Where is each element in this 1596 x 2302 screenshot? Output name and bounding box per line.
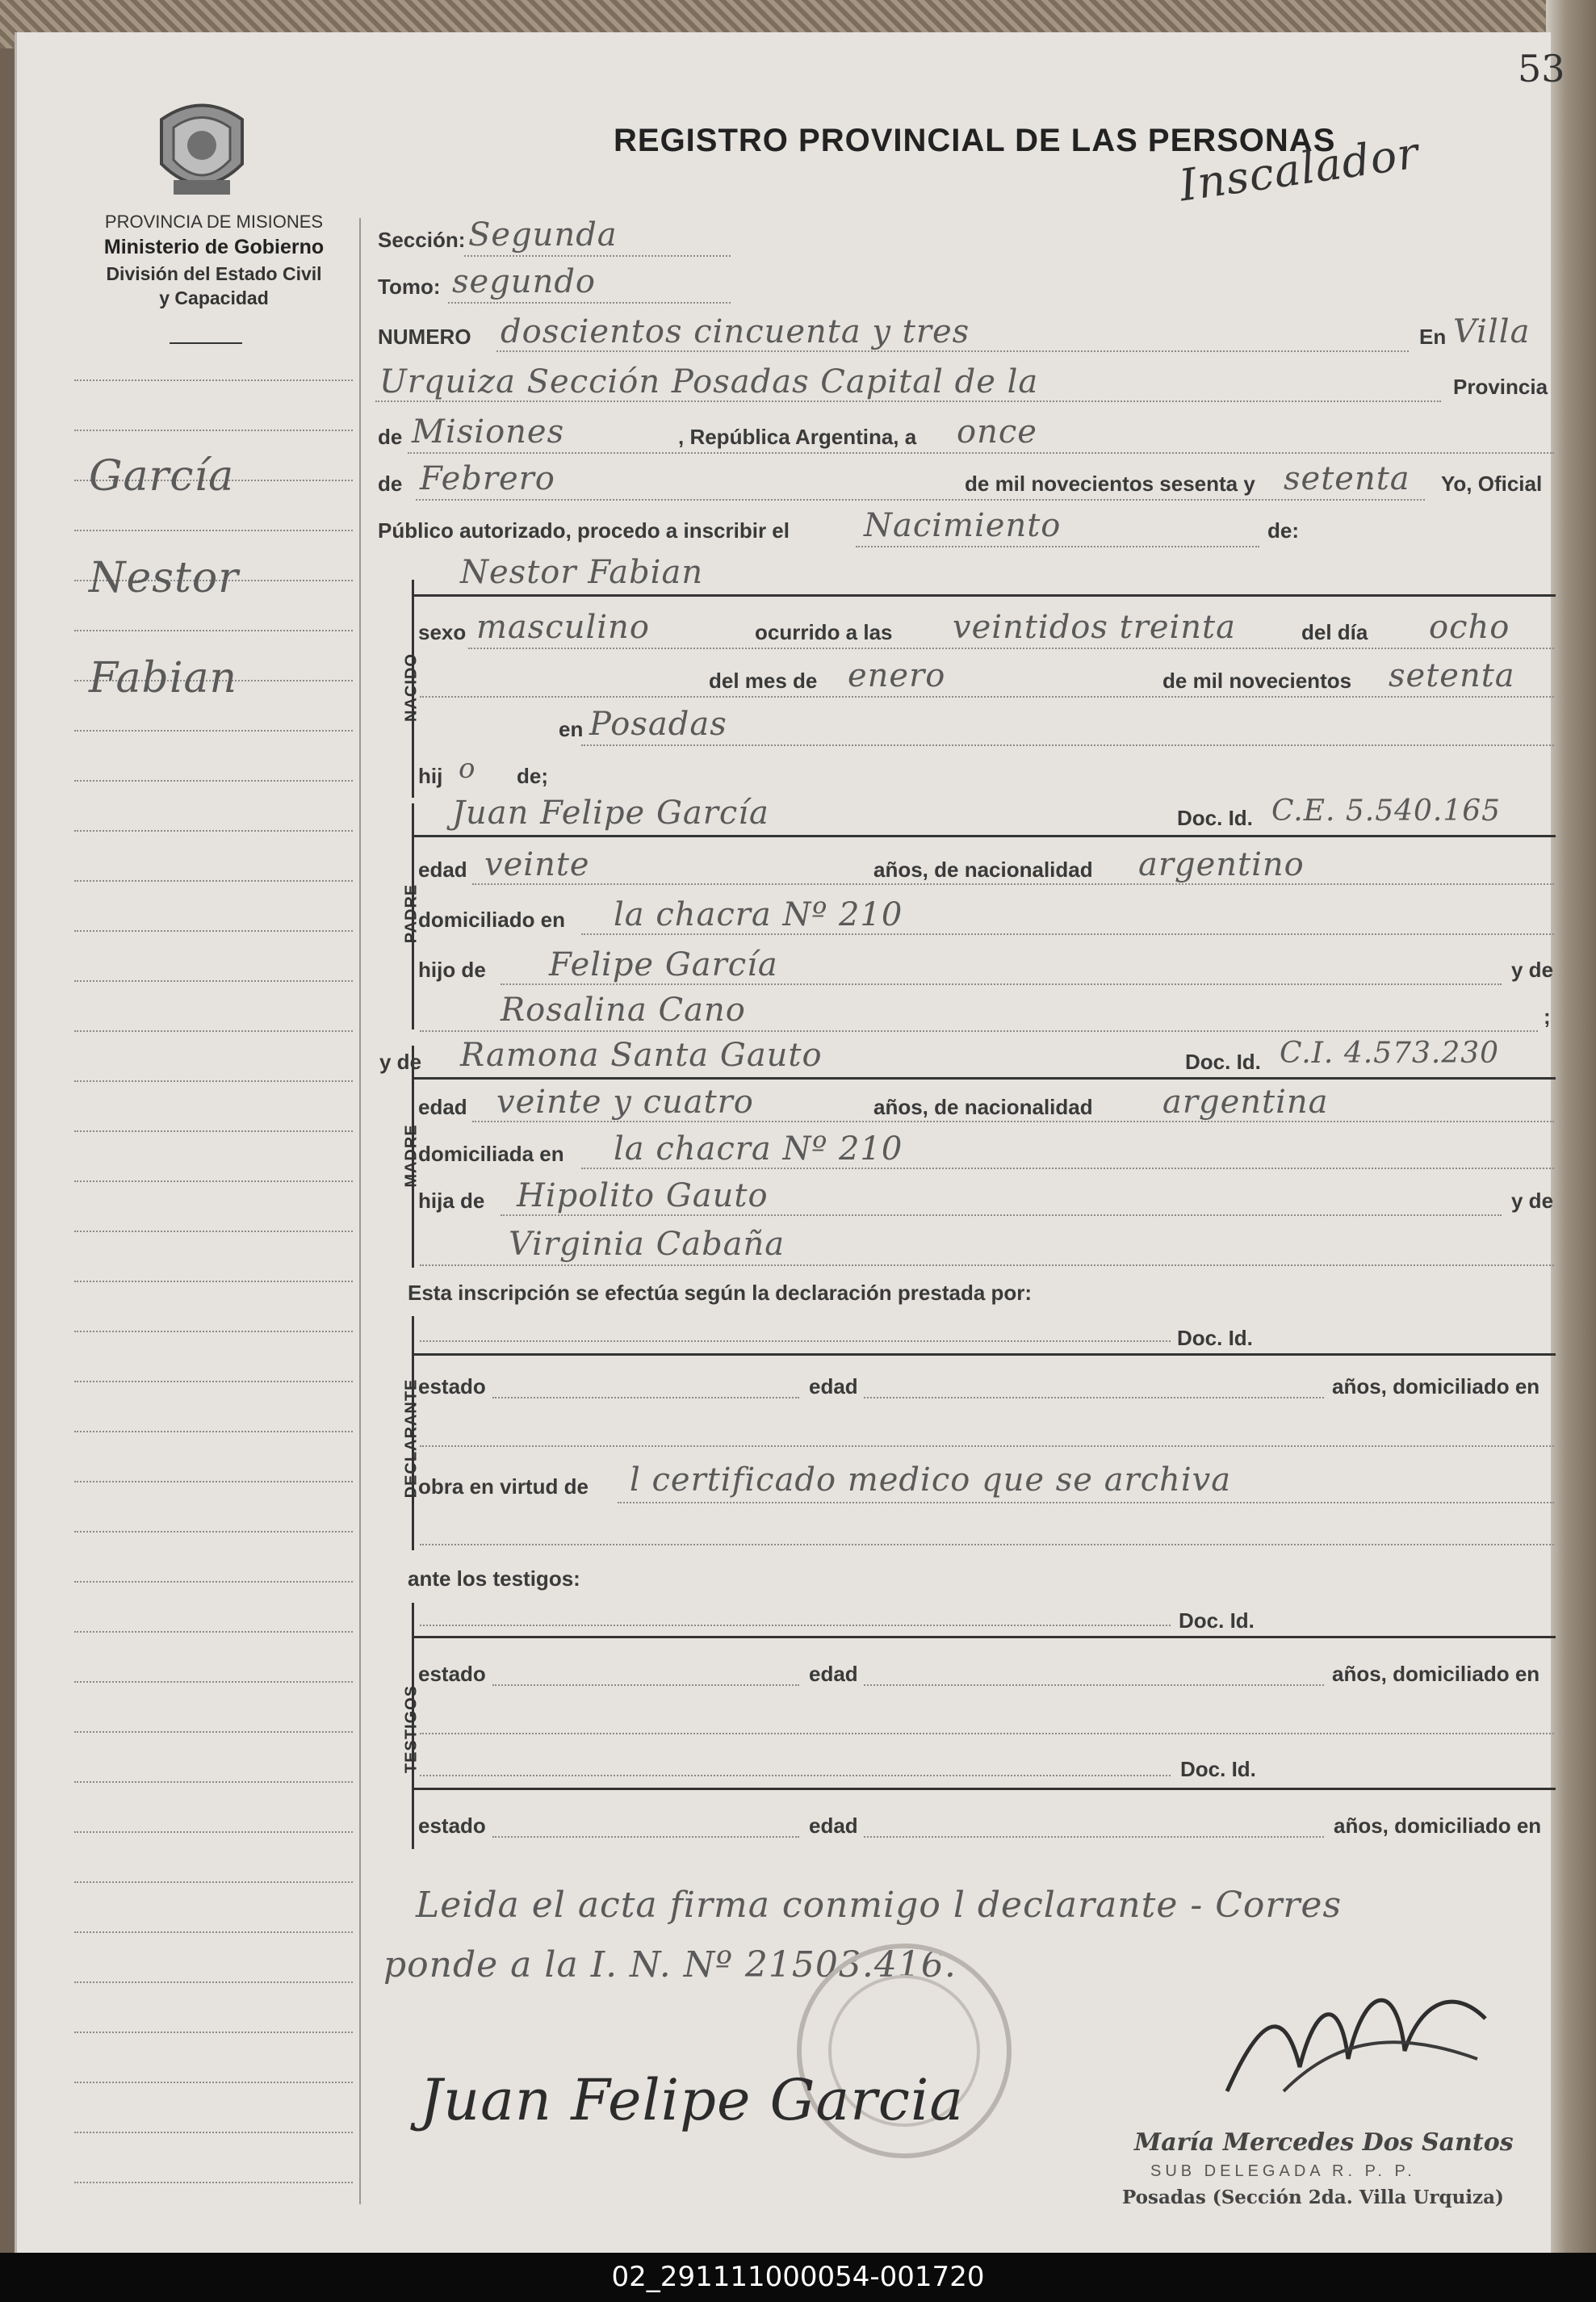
closing-line-1: Leida el acta firma conmigo l declarante - Corres bbox=[416, 1885, 1343, 1926]
declarante-edad-label: edad bbox=[809, 1374, 858, 1398]
official-title: SUB DELEGADA R. P. P. bbox=[1150, 2162, 1416, 2180]
province-line: PROVINCIA DE MISIONES bbox=[104, 212, 324, 232]
madre-nombre: Ramona Santa Gauto bbox=[460, 1037, 823, 1074]
hijo-value: o bbox=[459, 753, 476, 785]
padre-hijo-de-label: hijo de bbox=[418, 958, 486, 982]
lugar-line bbox=[581, 744, 1554, 746]
margin-surname: García bbox=[89, 452, 235, 501]
madre-hija-de-label: hija de bbox=[418, 1189, 485, 1213]
declarante-estado-line bbox=[492, 1397, 799, 1398]
margin-ruled-line bbox=[74, 1281, 353, 1282]
padre-madre-de: Rosalina Cano bbox=[501, 992, 746, 1029]
numero-value: doscientos cincuenta y tres bbox=[501, 313, 970, 350]
testigo-1-estado-line bbox=[492, 1684, 799, 1686]
page-edges bbox=[1546, 0, 1596, 2253]
anio-nacido-label: de mil novecientos bbox=[1162, 669, 1352, 693]
padre-doc-value: C.E. 5.540.165 bbox=[1271, 795, 1502, 828]
margin-ruled-line bbox=[74, 430, 353, 431]
seccion-label: Sección: bbox=[378, 228, 466, 252]
margin-ruled-line bbox=[74, 1080, 353, 1082]
padre-semicolon: ; bbox=[1544, 1004, 1551, 1029]
sexo-line bbox=[468, 648, 1554, 649]
testigo-1-name-line bbox=[420, 1625, 1171, 1626]
testigos-top-rule bbox=[413, 1636, 1556, 1638]
margin-ruled-line bbox=[74, 379, 353, 381]
declarante-signature: Juan Felipe Garcia bbox=[420, 2067, 965, 2133]
de-label: de bbox=[378, 425, 403, 449]
madre-top-rule bbox=[413, 1077, 1556, 1080]
margin-ruled-line bbox=[74, 1130, 353, 1132]
padre-madre-de-line bbox=[420, 1030, 1538, 1032]
official-name: María Mercedes Dos Santos bbox=[1134, 2128, 1514, 2157]
hijo-label: hij bbox=[418, 764, 443, 788]
padre-domicilio-label: domiciliado en bbox=[418, 908, 566, 932]
seccion-value: Segunda bbox=[468, 216, 618, 254]
margin-ruled-line bbox=[74, 1581, 353, 1583]
madre-domicilio-label: domiciliada en bbox=[418, 1142, 564, 1166]
margin-ruled-line bbox=[74, 1481, 353, 1482]
padre-domicilio-value: la chacra Nº 210 bbox=[614, 896, 903, 933]
testigo-1-estado-label: estado bbox=[418, 1662, 486, 1686]
official-office: Posadas (Sección 2da. Villa Urquiza) bbox=[1122, 2187, 1504, 2208]
margin-ruled-line bbox=[74, 1781, 353, 1783]
madre-edad-value: veinte y cuatro bbox=[496, 1084, 754, 1121]
testigo-2-estado-label: estado bbox=[418, 1814, 486, 1838]
nacido-top-rule bbox=[413, 594, 1556, 597]
declarante-obra-value: l certificado medico que se archiva bbox=[630, 1461, 1232, 1499]
madre-padre-de: Hipolito Gauto bbox=[517, 1177, 769, 1214]
margin-ruled-line bbox=[74, 2082, 353, 2083]
dia-nacido-value: ocho bbox=[1429, 609, 1510, 646]
hora-value: veintidos treinta bbox=[953, 609, 1236, 646]
margin-ruled-line bbox=[74, 930, 353, 932]
madre-domicilio-value: la chacra Nº 210 bbox=[614, 1130, 903, 1168]
testigo-2-estado-line bbox=[492, 1836, 799, 1838]
provincia-line bbox=[408, 452, 1554, 454]
en-label: En bbox=[1419, 325, 1447, 349]
margin-ruled-line bbox=[74, 880, 353, 882]
margin-name-2: Fabian bbox=[89, 654, 237, 702]
testigo-1-doc-label: Doc. Id. bbox=[1179, 1608, 1255, 1633]
mes-nacido-line bbox=[420, 696, 1554, 698]
sexo-value: masculino bbox=[476, 609, 650, 646]
declarante-top-rule bbox=[413, 1353, 1556, 1356]
testigo-1-edad-label: edad bbox=[809, 1662, 858, 1686]
margin-ruled-line bbox=[74, 1381, 353, 1382]
testigo-2-rule bbox=[413, 1788, 1556, 1790]
lugar-label: en bbox=[559, 717, 584, 741]
declarante-domicilio-line bbox=[420, 1445, 1554, 1447]
sexo-label: sexo bbox=[418, 620, 467, 644]
register-title: REGISTRO PROVINCIAL DE LAS PERSONAS bbox=[614, 123, 1336, 158]
madre-y-de-label: y de bbox=[379, 1050, 422, 1074]
margin-ruled-line bbox=[74, 2182, 353, 2183]
ocurrido-label: ocurrido a las bbox=[755, 620, 893, 644]
numero-label: NUMERO bbox=[378, 325, 471, 349]
mes-nacido-value: enero bbox=[848, 657, 946, 694]
margin-name-1: Nestor bbox=[89, 554, 240, 602]
margin-ruled-line bbox=[74, 2132, 353, 2133]
padre-padre-de: Felipe García bbox=[549, 946, 778, 983]
declarante-estado-label: estado bbox=[418, 1374, 486, 1398]
numero-line bbox=[496, 350, 1409, 352]
mes-line bbox=[416, 499, 1425, 501]
margin-ruled-line bbox=[74, 1881, 353, 1883]
oficial-label: Yo, Oficial bbox=[1441, 472, 1543, 496]
anio-label: de mil novecientos sesenta y bbox=[965, 472, 1255, 496]
lugar-value: Posadas bbox=[589, 706, 727, 743]
madre-edad-line bbox=[472, 1121, 1554, 1122]
provincial-coat-of-arms-icon bbox=[153, 95, 250, 204]
declarante-edad-line bbox=[864, 1397, 1324, 1398]
padre-hijo-de-line bbox=[501, 983, 1502, 985]
madre-edad-label: edad bbox=[418, 1095, 467, 1119]
testigo-1-domicilio-label: años, domiciliado en bbox=[1332, 1662, 1540, 1686]
en-value-2: Urquiza Sección Posadas Capital de la bbox=[379, 363, 1039, 400]
margin-ruled-line bbox=[74, 530, 353, 531]
madre-doc-value: C.I. 4.573.230 bbox=[1280, 1037, 1500, 1070]
testigo-2-domicilio-label: años, domiciliado en bbox=[1334, 1814, 1542, 1838]
ministry-line: Ministerio de Gobierno bbox=[103, 236, 325, 258]
padre-nombre: Juan Felipe García bbox=[452, 795, 769, 832]
margin-ruled-line bbox=[74, 1731, 353, 1733]
declarante-obra-line bbox=[618, 1502, 1554, 1503]
anio-nacido-value: setenta bbox=[1389, 657, 1515, 694]
padre-edad-label: edad bbox=[418, 857, 467, 882]
testigo-1-edad-line bbox=[864, 1684, 1324, 1686]
declarante-obra-line-2 bbox=[420, 1544, 1554, 1545]
margin-ruled-line bbox=[74, 830, 353, 832]
declarante-label: DECLARANTE bbox=[402, 1378, 421, 1499]
del-dia-label: del día bbox=[1301, 620, 1368, 644]
en-value-1: Villa bbox=[1453, 313, 1531, 350]
declarante-name-line bbox=[420, 1340, 1171, 1342]
capacity-line: y Capacidad bbox=[159, 287, 269, 308]
margin-ruled-line bbox=[74, 1531, 353, 1533]
margin-ruled-line bbox=[74, 1631, 353, 1633]
page-number: 53 bbox=[1518, 47, 1565, 90]
document-code: 02_291111000054-001720 bbox=[611, 2261, 985, 2293]
madre-madre-de: Virginia Cabaña bbox=[509, 1226, 785, 1263]
dia-value: once bbox=[957, 413, 1037, 451]
seccion-line bbox=[464, 255, 731, 257]
margin-ruled-line bbox=[74, 1681, 353, 1683]
margin-ruled-line bbox=[74, 1431, 353, 1432]
padre-edad-line bbox=[472, 883, 1554, 885]
declarante-doc-label: Doc. Id. bbox=[1177, 1326, 1253, 1350]
margin-ruled-line bbox=[74, 980, 353, 982]
margin-stamp-signature: Inscalador bbox=[1176, 127, 1422, 212]
nacido-nombre: Nestor Fabian bbox=[460, 554, 704, 591]
madre-nacionalidad-label: años, de nacionalidad bbox=[873, 1095, 1093, 1119]
margin-ruled-line bbox=[74, 1831, 353, 1833]
closing-line-2: ponde a la I. N. Nº 21503.416. bbox=[383, 1944, 957, 1985]
tomo-value: segundo bbox=[452, 263, 597, 300]
madre-y-de-label-2: y de bbox=[1511, 1189, 1554, 1213]
margin-ruled-line bbox=[74, 2032, 353, 2033]
margin-ruled-line bbox=[74, 730, 353, 732]
padre-domicilio-line bbox=[581, 933, 1554, 935]
margin-ruled-line bbox=[74, 1180, 353, 1182]
division-line: División del Estado Civil bbox=[106, 263, 322, 284]
margin-ruled-line bbox=[74, 1981, 353, 1983]
padre-nacionalidad-value: argentino bbox=[1138, 846, 1305, 883]
testigo-2-name-line bbox=[420, 1775, 1171, 1776]
padre-edad-value: veinte bbox=[484, 846, 590, 883]
declarante-obra-label: obra en virtud de bbox=[418, 1474, 589, 1499]
official-signature bbox=[1211, 1970, 1502, 2107]
hijo-de-label: de; bbox=[517, 764, 548, 788]
margin-ruled-line bbox=[74, 1030, 353, 1032]
madre-domicilio-line bbox=[581, 1168, 1554, 1169]
madre-hija-de-line bbox=[501, 1214, 1502, 1216]
margin-ruled-line bbox=[74, 1331, 353, 1332]
de-label-2: de bbox=[378, 472, 403, 496]
mes-value: Febrero bbox=[420, 460, 555, 497]
declarante-domicilio-label: años, domiciliado en bbox=[1332, 1374, 1540, 1398]
margin-ruled-line bbox=[74, 1931, 353, 1933]
madre-label: MADRE bbox=[402, 1124, 421, 1188]
declaracion-label: Esta inscripción se efectúa según la declaración prestada por: bbox=[408, 1281, 1033, 1305]
padre-top-rule bbox=[413, 835, 1556, 837]
mes-nacido-label: del mes de bbox=[709, 669, 818, 693]
testigo-1-domicilio-line bbox=[420, 1733, 1554, 1734]
madre-doc-label: Doc. Id. bbox=[1185, 1050, 1261, 1074]
padre-label: PADRE bbox=[402, 883, 421, 944]
tomo-line bbox=[448, 302, 731, 304]
inscripcion-value: Nacimiento bbox=[864, 507, 1062, 544]
testigos-intro-label: ante los testigos: bbox=[408, 1566, 580, 1591]
provincia-value: Misiones bbox=[412, 413, 565, 451]
heading-rule bbox=[170, 342, 242, 344]
testigo-2-doc-label: Doc. Id. bbox=[1180, 1757, 1256, 1781]
provincia-label: Provincia bbox=[1453, 375, 1548, 399]
padre-doc-label: Doc. Id. bbox=[1177, 806, 1253, 830]
margin-ruled-line bbox=[74, 780, 353, 782]
padre-nacionalidad-label: años, de nacionalidad bbox=[873, 857, 1093, 882]
en-line bbox=[375, 400, 1441, 402]
testigo-2-edad-label: edad bbox=[809, 1814, 858, 1838]
inscripcion-line bbox=[856, 546, 1259, 547]
republica-label: , República Argentina, a bbox=[678, 425, 917, 449]
column-divider bbox=[359, 218, 361, 2204]
padre-y-de-label: y de bbox=[1511, 958, 1554, 982]
madre-madre-de-line bbox=[420, 1264, 1554, 1266]
madre-nacionalidad-value: argentina bbox=[1162, 1084, 1329, 1121]
publico-label: Público autorizado, procedo a inscribir el bbox=[378, 518, 790, 543]
margin-ruled-line bbox=[74, 630, 353, 631]
nacido-label: NACIDO bbox=[402, 653, 421, 722]
testigo-2-edad-line bbox=[864, 1836, 1324, 1838]
margin-ruled-line bbox=[74, 1231, 353, 1232]
testigos-section-label: TESTIGOS bbox=[402, 1684, 421, 1774]
de-label-3: de: bbox=[1267, 518, 1299, 543]
tomo-label: Tomo: bbox=[378, 275, 441, 299]
anio-value: setenta bbox=[1284, 460, 1410, 497]
